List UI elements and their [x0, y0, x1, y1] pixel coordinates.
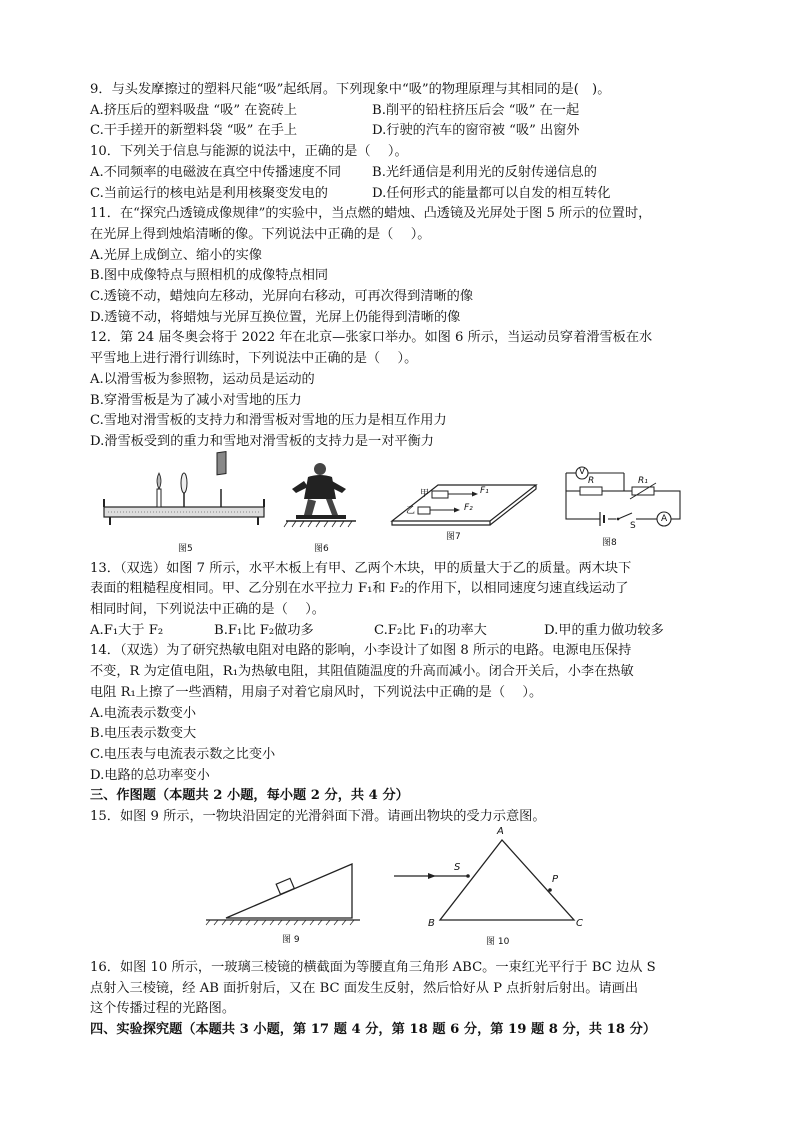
q11-option-a: A.光屏上成倒立、缩小的实像 — [90, 247, 262, 263]
q14-option-b: B.电压表示数变大 — [90, 726, 197, 742]
figure-9-caption: 图 9 — [282, 934, 300, 945]
q11-option-c: C.透镜不动，蜡烛向左移动，光屏向右移动，可再次得到清晰的像 — [90, 289, 474, 305]
figure-6-snowboarder — [282, 459, 358, 539]
figure-10-label-p: P — [552, 873, 559, 885]
q12-stem-line1: 12．第 24 届冬奥会将于 2022 年在北京—张家口举办。如图 6 所示，当运动员穿着滑雪板在水 — [90, 330, 653, 346]
figure-9-incline — [202, 856, 362, 926]
figure-8-voltmeter-label: V — [579, 466, 586, 477]
q10-option-a: A.不同频率的电磁波在真空中传播速度不同 — [90, 164, 342, 180]
q14-option-d: D.电路的总功率变小 — [90, 767, 210, 783]
figures-5-to-8 — [90, 459, 710, 555]
q9-options-cd — [90, 121, 710, 142]
q10-options-ab — [90, 163, 710, 184]
q11-option-b: B.图中成像特点与照相机的成像特点相同 — [90, 268, 329, 284]
figure-10-label-a: A — [497, 825, 504, 837]
figure-7-caption: 图7 — [446, 531, 461, 542]
exam-page — [90, 80, 710, 1041]
q12-option-c: C.雪地对滑雪板的支持力和滑雪板对雪地的压力是相互作用力 — [90, 413, 447, 429]
figure-6-caption: 图6 — [314, 543, 329, 554]
q10-options-cd — [90, 184, 710, 205]
figure-7-label-jia: 甲 — [420, 488, 430, 499]
section-3-heading: 三、作图题（本题共 2 小题，每小题 2 分，共 4 分） — [90, 788, 409, 804]
q13-stem-line1: 13．（双选）如图 7 所示，水平木板上有甲、乙两个木块，甲的质量大于乙的质量。两木块下 — [90, 560, 632, 576]
q11-option-d: D.透镜不动，将蜡烛与光屏互换位置，光屏上仍能得到清晰的像 — [90, 309, 461, 325]
q13-option-a: A.F₁大于 F₂ — [90, 622, 164, 638]
q11-stem-line1: 11．在“探究凸透镜成像规律”的实验中，当点燃的蜡烛、凸透镜及光屏处于图 5 所示的位置时， — [90, 206, 652, 222]
q10-option-d: D.任何形式的能量都可以自发的相互转化 — [372, 185, 611, 201]
figure-10-label-c: C — [576, 917, 583, 929]
q13-option-c: C.F₂比 F₁的功率大 — [374, 622, 487, 638]
q9-option-a: A.挤压后的塑料吸盘 “吸” 在瓷砖上 — [90, 102, 298, 118]
q14-option-a: A.电流表示数变小 — [90, 705, 197, 721]
q11-stem-line2: 在光屏上得到烛焰清晰的像。下列说法中正确的是（ ）。 — [90, 226, 431, 242]
q12-option-a: A.以滑雪板为参照物，运动员是运动的 — [90, 371, 315, 387]
q14-stem-line3: 电阻 R₁上擦了一些酒精，用扇子对着它扇风时，下列说法中正确的是（ ）。 — [90, 684, 543, 700]
q13-stem-line3: 相同时间，下列说法中正确的是（ ）。 — [90, 602, 325, 618]
q14-option-c: C.电压表与电流表示数之比变小 — [90, 746, 276, 762]
q12-stem-line2: 平雪地上进行滑行训练时，下列说法中正确的是（ ）。 — [90, 351, 418, 367]
q9-stem: 9．与头发摩擦过的塑料尺能“吸”起纸屑。下列现象中“吸”的物理原理与其相同的是( )。 — [90, 82, 611, 97]
section-4-heading: 四、实验探究题（本题共 3 小题，第 17 题 4 分，第 18 题 6 分，第 19 题 8 分，共 18 分） — [90, 1021, 657, 1037]
figure-8-ammeter-label: A — [661, 513, 668, 524]
figure-7-label-f2: F₂ — [464, 502, 473, 513]
figure-7-label-f1: F₁ — [480, 485, 489, 496]
q13-option-b: B.F₁比 F₂做功多 — [214, 622, 314, 638]
figure-8-label-r: R — [588, 475, 595, 486]
q9-options-ab — [90, 101, 710, 122]
q14-stem-line1: 14．（双选）为了研究热敏电阻对电路的影响，小李设计了如图 8 所示的电路。电源电压保持 — [90, 643, 632, 659]
q14-stem-line2: 不变，R 为定值电阻，R₁为热敏电阻，其阻值随温度的升高而减小。闭合开关后，小李在热敏 — [90, 664, 634, 680]
q9-option-c: C.干手搓开的新塑料袋 “吸” 在手上 — [90, 123, 298, 139]
figure-8-caption: 图8 — [602, 537, 617, 548]
q12-option-d: D.滑雪板受到的重力和雪地对滑雪板的支持力是一对平衡力 — [90, 433, 434, 449]
q16-line1: 16．如图 10 所示，一玻璃三棱镜的横截面为等腰直角三角形 ABC。一束红光平行于 BC 边从 S — [90, 959, 656, 975]
q9-option-d: D.行驶的汽车的窗帘被 “吸” 出窗外 — [372, 123, 580, 139]
q13-stem-line2: 表面的粗糙程度相同。甲、乙分别在水平拉力 F₁和 F₂的作用下，以相同速度匀速直线运动了 — [90, 581, 629, 597]
q16-line2: 点射入三棱镜，经 AB 面折射后，又在 BC 面发生反射，然后恰好从 P 点折射后射出。请画出 — [90, 980, 639, 996]
figure-5-caption: 图5 — [178, 543, 193, 554]
q9-option-b: B.削平的铅柱挤压后会 “吸” 在一起 — [372, 102, 580, 118]
q13-option-d: D.甲的重力做功较多 — [544, 622, 664, 638]
q13-options — [90, 621, 710, 642]
figure-10-label-s: S — [454, 861, 461, 873]
figure-8-label-r1: R₁ — [638, 475, 648, 486]
figures-9-and-10 — [90, 825, 710, 952]
q10-option-b: B.光纤通信是利用光的反射传递信息的 — [372, 164, 597, 180]
figure-10-prism — [390, 832, 590, 932]
figure-10-label-b: B — [428, 917, 435, 929]
q10-option-c: C.当前运行的核电站是利用核聚变发电的 — [90, 185, 328, 201]
q16-line3: 这个传播过程的光路图。 — [90, 1001, 236, 1017]
q12-option-b: B.穿滑雪板是为了减小对雪地的压力 — [90, 392, 302, 408]
q15-stem: 15．如图 9 所示，一物块沿固定的光滑斜面下滑。请画出物块的受力示意图。 — [90, 809, 546, 825]
figure-10-caption: 图 10 — [486, 936, 510, 947]
figure-7-label-yi: 乙 — [406, 505, 416, 516]
figure-8-label-s: S — [630, 520, 636, 531]
q10-stem: 10．下列关于信息与能源的说法中，正确的是（ ）。 — [90, 144, 408, 160]
figure-5-optical-bench — [102, 461, 267, 541]
